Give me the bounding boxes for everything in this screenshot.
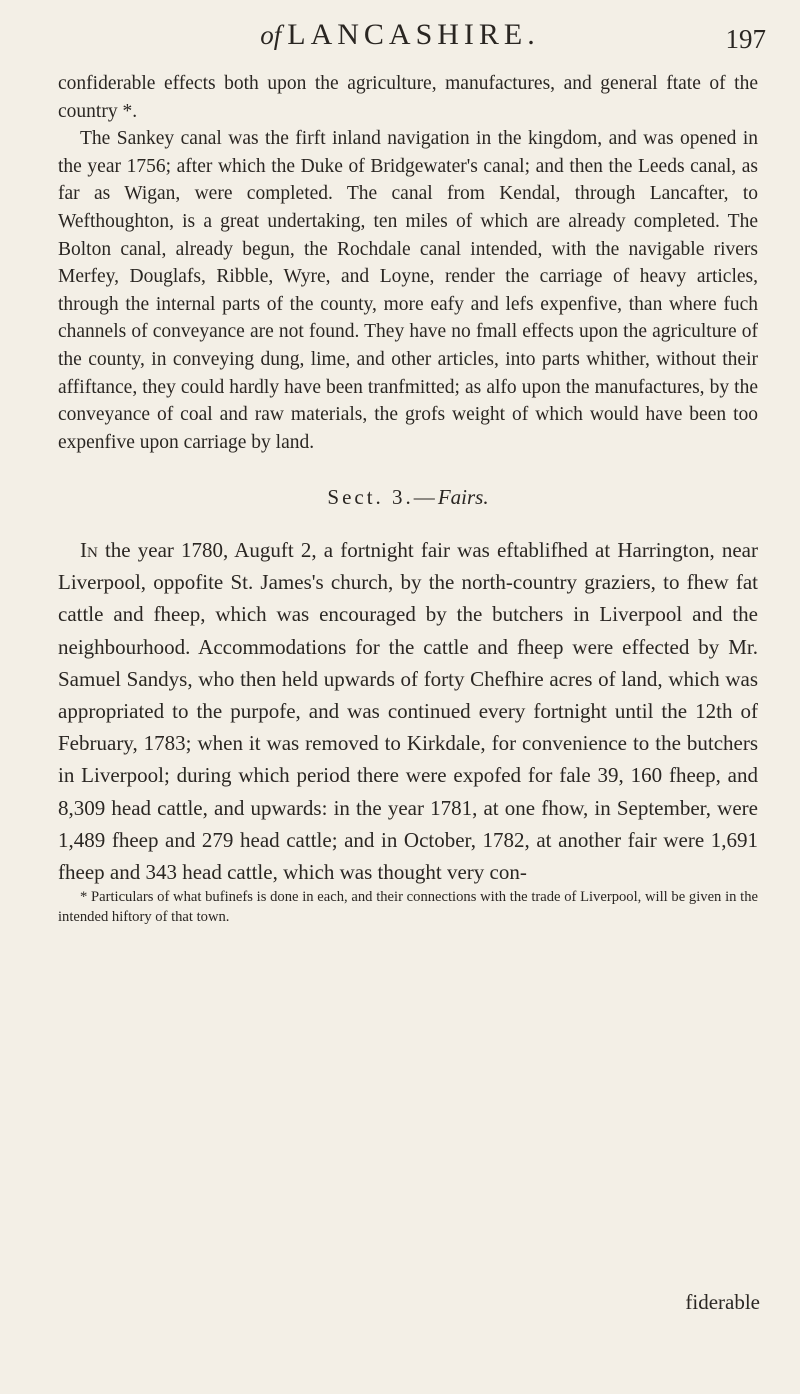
running-title-text: LANCASHIRE. [287,18,540,51]
paragraph-continuation: confiderable effects both upon the agriculture, manufactures, and general ftate of the country *. [58,73,758,122]
body-text [58,70,758,927]
running-title [0,18,800,52]
catchword: fiderable [685,1290,760,1314]
section-title: Fairs. [437,485,489,510]
footnote: * Particulars of what bufinefs is done in each, and their connections with the trade of Liverpool, will be given in the intended hiftory of that town. [58,889,758,925]
running-head [0,14,800,70]
paragraph-fairs-lead: In [80,537,98,562]
section-label: Sect. 3.— [327,485,438,510]
paragraph-canals: The Sankey canal was the firft inland navigation in the kingdom, and was opened in the year 1756; after which the Duke of Bridgewater's canal; and then the Leeds canal, as far as Wigan, were completed. The canal from Kendal, through Lancafter, to Wefthoughton, is a great undertaking, ten miles of which are already completed. The Bolton canal, already begun, the Rochdale canal intended, with the navigable rivers Merfey, Douglafs, Ribble, Wyre, and Loyne, render the carriage of heavy articles, through the internal parts of the county, more eafy and lefs expenfive, than where fuch channels of conveyance are not found. They have no fmall effects upon the agriculture of the county, in conveying dung, lime, and other articles, into parts whither, without their affiftance, they could hardly have been tranfmitted; as alfo upon the manufactures, by the conveyance of coal and raw materials, the grofs weight of which would have been too expenfive upon carriage by land. [58,128,758,453]
section-heading [58,484,758,512]
paragraph-fairs [58,534,758,888]
running-title-of: of [260,20,282,50]
page-number: 197 [725,24,766,54]
paragraph-fairs-text: the year 1780, Auguft 2, a fortnight fair was eftablifhed at Harrington, near Liverpool, oppofite St. James's church, by the north-country graziers, to fhew fat cattle and fheep, which was encouraged by the butchers in Liverpool and the neighbourhood. Accommodations for the cattle and fheep were effected by Mr. Samuel Sandys, who then held upwards of forty Chefhire acres of land, which was appropriated to the purpofe, and was continued every fortnight until the 12th of February, 1783; when it was removed to Kirkdale, for convenience to the butchers in Liverpool; during which period there were expofed for fale 39, 160 fheep, and 8,309 head cattle, and upwards: in the year 1781, at one fhow, in September, were 1,489 fheep and 279 head cattle; and in October, 1782, at another fair were 1,691 fheep and 343 head cattle, which was thought very con- [58,537,758,884]
